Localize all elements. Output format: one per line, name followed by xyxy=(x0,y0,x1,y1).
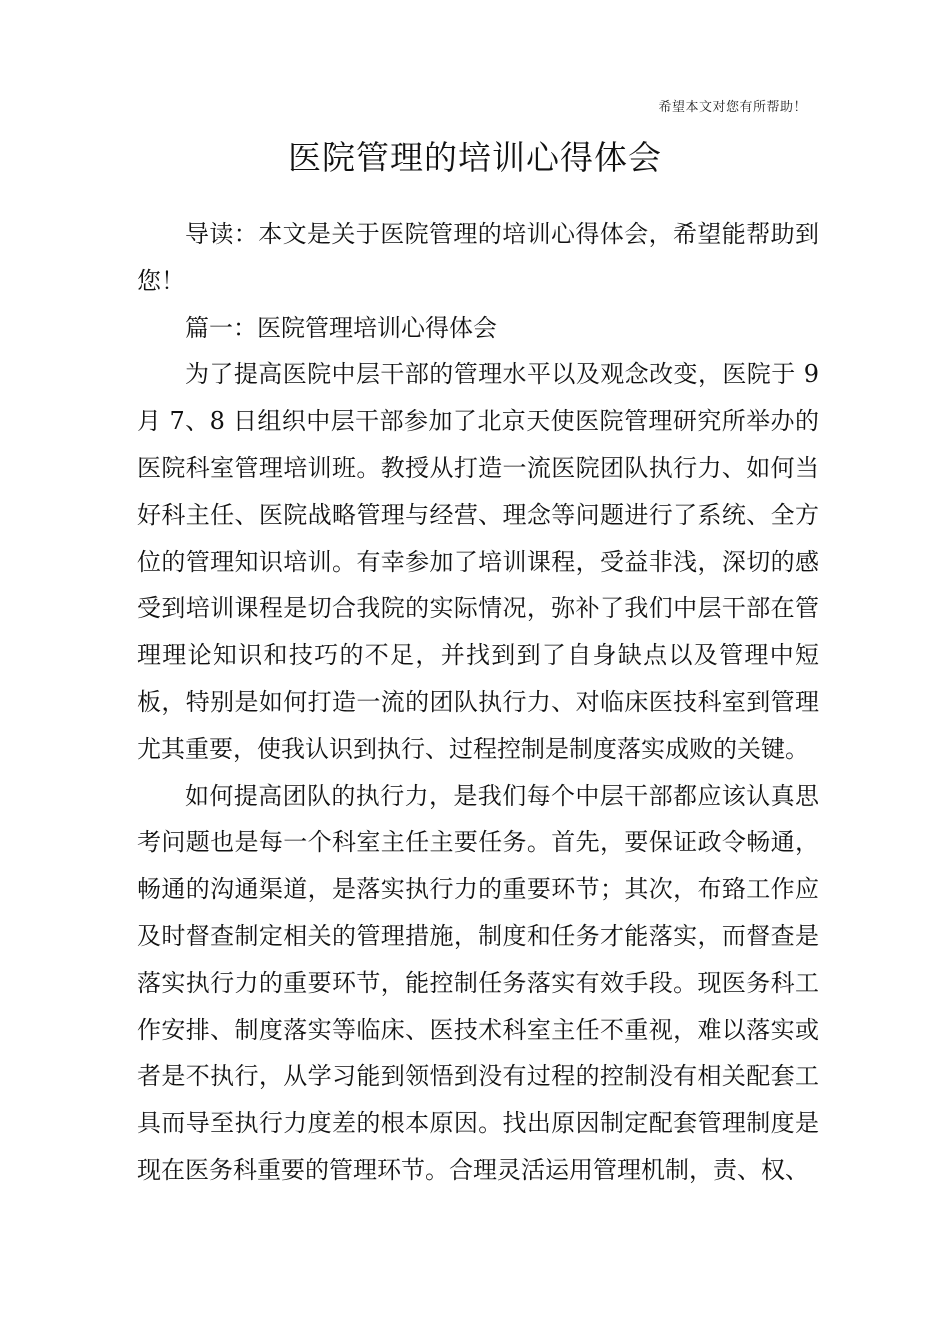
document-title: 医院管理的培训心得体会 xyxy=(288,138,662,177)
body-paragraph: 如何提高团队的执行力，是我们每个中层干部都应该认真思考问题也是每一个科室主任主要任务。首先，要保证政令畅通，畅通的沟通渠道，是落实执行力的重要环节；其次，布臵工作应及时督查制定相关的管理措施，制度和任务才能落实，而督查是落实执行力的重要环节，能控制任务落实有效手段。现医务科工作安排、制度落实等临床、医技术科室主任不重视，难以落实或者是不执行，从学习能到领悟到没有过程的控制没有相关配套工具而导至执行力度差的根本原因。找出原因制定配套管理制度是现在医务科重要的管理环节。合理灵活运用管理机制，责、权、 xyxy=(137,781,819,1184)
intro-paragraph: 导读：本文是关于医院管理的培训心得体会，希望能帮助到您！ xyxy=(137,220,819,295)
section-heading: 篇一：医院管理培训心得体会 xyxy=(185,313,497,342)
header-note: 希望本文对您有所帮助！ xyxy=(658,100,807,115)
body-paragraph: 为了提高医院中层干部的管理水平以及观念改变，医院于 9 月 7、8 日组织中层干部参加了北京天使医院管理研究所举办的医院科室管理培训班。教授从打造一流医院团队执行力、如何当好科主任、医院战略管理与经营、理念等问题进行了系统、全方位的管理知识培训。有幸参加了培训课程，受益非浅，深切的感受到培训课程是切合我院的实际情况，弥补了我们中层干部在管理理论知识和技巧的不足，并找到到了自身缺点以及管理中短板，特别是如何打造一流的团队执行力、对临床医技科室到管理尤其重要，使我认识到执行、过程控制是制度落实成败的关键。 xyxy=(137,360,819,763)
document-body xyxy=(137,211,819,1194)
